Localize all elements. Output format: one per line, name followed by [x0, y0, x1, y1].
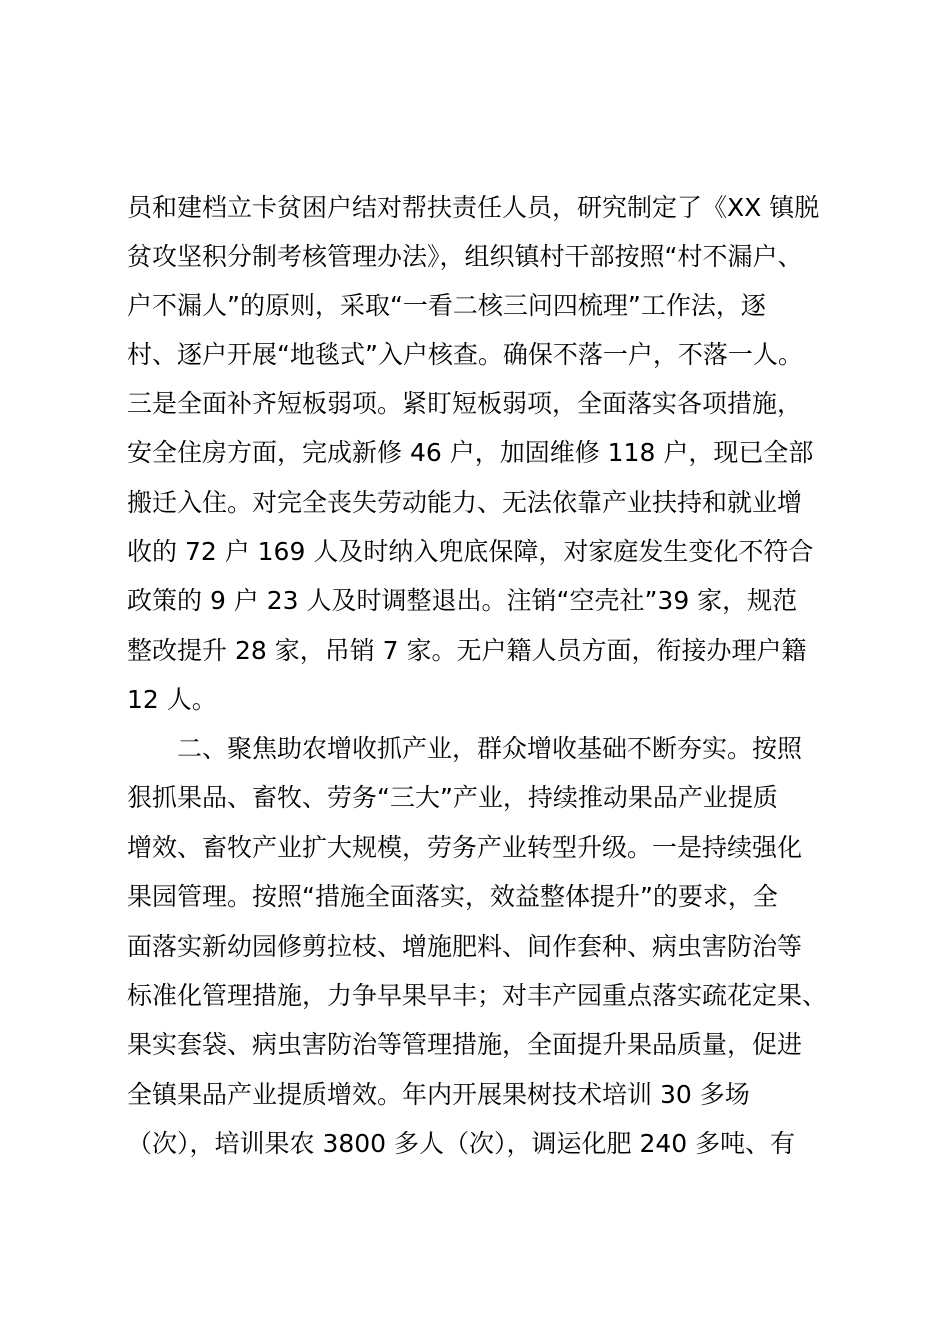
text-line: 标准化管理措施，力争早果早丰；对丰产园重点落实疏花定果、 — [127, 981, 828, 1010]
text-line: 搬迁入住。对完全丧失劳动能力、无法依靠产业扶持和就业增 — [127, 488, 803, 517]
text-line: 12 人。 — [127, 685, 217, 714]
text-line: 全镇果品产业提质增效。年内开展果树技术培训 30 多场 — [127, 1080, 750, 1109]
text-line: 户不漏人”的原则，采取“一看二核三问四梳理”工作法，逐 — [127, 291, 766, 320]
text-line: 果实套袋、病虫害防治等管理措施，全面提升果品质量，促进 — [127, 1030, 803, 1059]
text-line: 安全住房方面，完成新修 46 户，加固维修 118 户，现已全部 — [127, 438, 814, 467]
text-line: 员和建档立卡贫困户结对帮扶责任人员，研究制定了《XX 镇脱 — [127, 193, 820, 222]
text-line: 村、逐户开展“地毯式”入户核查。确保不落一户，不落一人。 — [127, 340, 803, 369]
text-line: 狠抓果品、畜牧、劳务“三大”产业，持续推动果品产业提质 — [127, 783, 778, 812]
text-line: 贫攻坚积分制考核管理办法》，组织镇村干部按照“村不漏户、 — [127, 242, 803, 271]
text-line: 收的 72 户 169 人及时纳入兜底保障，对家庭发生变化不符合 — [127, 537, 814, 566]
text-line: 面落实新幼园修剪拉枝、增施肥料、间作套种、病虫害防治等 — [127, 932, 803, 961]
text-line: 政策的 9 户 23 人及时调整退出。注销“空壳社”39 家，规范 — [127, 586, 798, 615]
text-line: 增效、畜牧产业扩大规模，劳务产业转型升级。一是持续强化 — [127, 833, 803, 862]
paragraph-heading-line: 二、聚焦助农增收抓产业，群众增收基础不断夯实。按照 — [127, 734, 803, 763]
text-line: （次），培训果农 3800 多人（次），调运化肥 240 多吨、有 — [127, 1129, 796, 1158]
text-line: 整改提升 28 家，吊销 7 家。无户籍人员方面，衔接办理户籍 — [127, 636, 807, 665]
text-line: 三是全面补齐短板弱项。紧盯短板弱项，全面落实各项措施， — [127, 389, 803, 418]
text-line: 果园管理。按照“措施全面落实，效益整体提升”的要求，全 — [127, 882, 778, 911]
